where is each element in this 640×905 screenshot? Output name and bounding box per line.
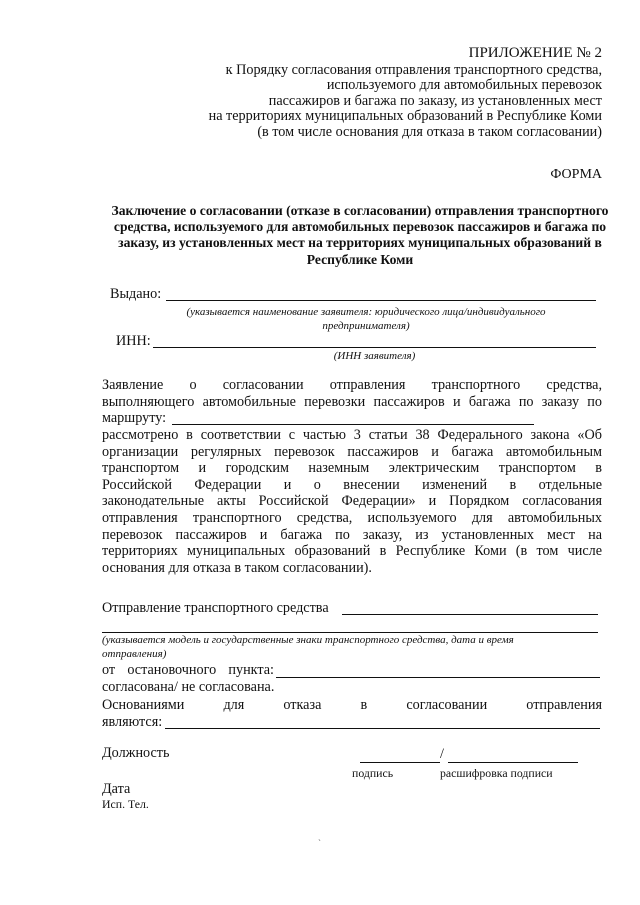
issued-hint-1: (указывается наименование заявителя: юридического лица/индивидуального — [186, 306, 546, 318]
reasons-label: являются: — [102, 714, 163, 730]
route-label: маршруту: — [102, 410, 167, 426]
header-line: к Порядку согласования отправления транспортного средства, — [225, 61, 602, 78]
statement-body-line: транспортом и городским наземным электрическим транспортом в — [102, 460, 602, 477]
header-line: на территориях муниципальных образований в Республике Коми — [208, 108, 602, 125]
statement-body-line: отправления транспортного средства, используемого для автомобильных — [102, 509, 602, 526]
issued-label: Выдано: — [110, 286, 162, 302]
reasons-field-line[interactable] — [165, 728, 600, 729]
statement-body-line: организации регулярных перевозок пассажиров и багажа автомобильным — [102, 443, 602, 460]
statement-body-line: территориях муниципальных образований в Республике Коми (в том числе — [102, 543, 602, 560]
scan-artifact: ` — [318, 838, 321, 848]
position-label: Должность — [102, 745, 170, 761]
decode-field-line[interactable] — [448, 762, 578, 763]
from-stop-label — [102, 662, 274, 679]
form-label: ФОРМА — [550, 167, 602, 182]
from-stop-field-line[interactable] — [276, 677, 600, 678]
departure-field-line-2[interactable] — [102, 632, 598, 633]
from-stop-text: от остановочного пункта: — [102, 662, 274, 678]
signature-slash: / — [440, 746, 444, 762]
reasons-line — [102, 697, 602, 714]
statement-line-2: выполняющего автомобильные перевозки пассажиров и багажа по заказу по — [102, 393, 602, 410]
inn-hint: (ИНН заявителя) — [333, 350, 416, 362]
header-line: (в том числе основания для отказа в таком согласовании) — [257, 123, 602, 140]
signature-caption: подпись — [352, 766, 394, 780]
statement-body-last: основания для отказа в таком согласовании). — [102, 559, 372, 576]
decode-caption: расшифровка подписи — [440, 766, 553, 780]
issued-hint-2: предпринимателя) — [322, 320, 410, 332]
departure-field-line[interactable] — [342, 614, 598, 615]
signature-field-line[interactable] — [360, 762, 440, 763]
header-line: пассажиров и багажа по заказу, из установленных мест — [268, 92, 602, 109]
issued-field-line[interactable] — [166, 300, 596, 301]
statement-body-line: рассмотрено в соответствии с частью 3 статьи 38 Федерального закона «Об — [102, 427, 602, 443]
reasons-text: Основаниями для отказа в согласовании отправления — [102, 697, 602, 713]
executor-phone: Исп. Тел. — [102, 797, 149, 811]
statement-line-1: Заявление о согласовании отправления транспортного средства, — [102, 377, 602, 393]
statement-body-line: Российской Федерации и о внесении изменений в отдельные — [102, 476, 602, 493]
statement-body — [102, 427, 602, 576]
document-title: Заключение о согласовании (отказе в согласовании) отправления транспортного средства, используемого для автомобильных перевозок пассажиров и багажа по заказу, из установленных мест на территориях муниципальных образований в Республике Коми — [111, 203, 609, 267]
statement-intro — [102, 377, 602, 410]
statement-body-line: перевозок пассажиров и багажа по заказу, из установленных мест на — [102, 526, 602, 543]
departure-label: Отправление транспортного средства — [102, 600, 329, 616]
departure-hint-1: (указывается модель и государственные знаки транспортного средства, дата и время — [102, 634, 514, 646]
inn-field-line[interactable] — [153, 347, 596, 348]
route-field-line[interactable] — [172, 424, 534, 425]
approval-status: согласована/ не согласована. — [102, 679, 275, 695]
annex-header — [209, 46, 602, 141]
annex-number: ПРИЛОЖЕНИЕ № 2 — [468, 45, 602, 61]
date-label: Дата — [102, 781, 131, 797]
statement-body-line: законодательные акты Российской Федерации» и Порядком согласования — [102, 493, 602, 510]
inn-label: ИНН: — [116, 333, 151, 349]
departure-hint-2: отправления) — [102, 648, 167, 660]
header-line: используемого для автомобильных перевозок — [326, 77, 602, 94]
